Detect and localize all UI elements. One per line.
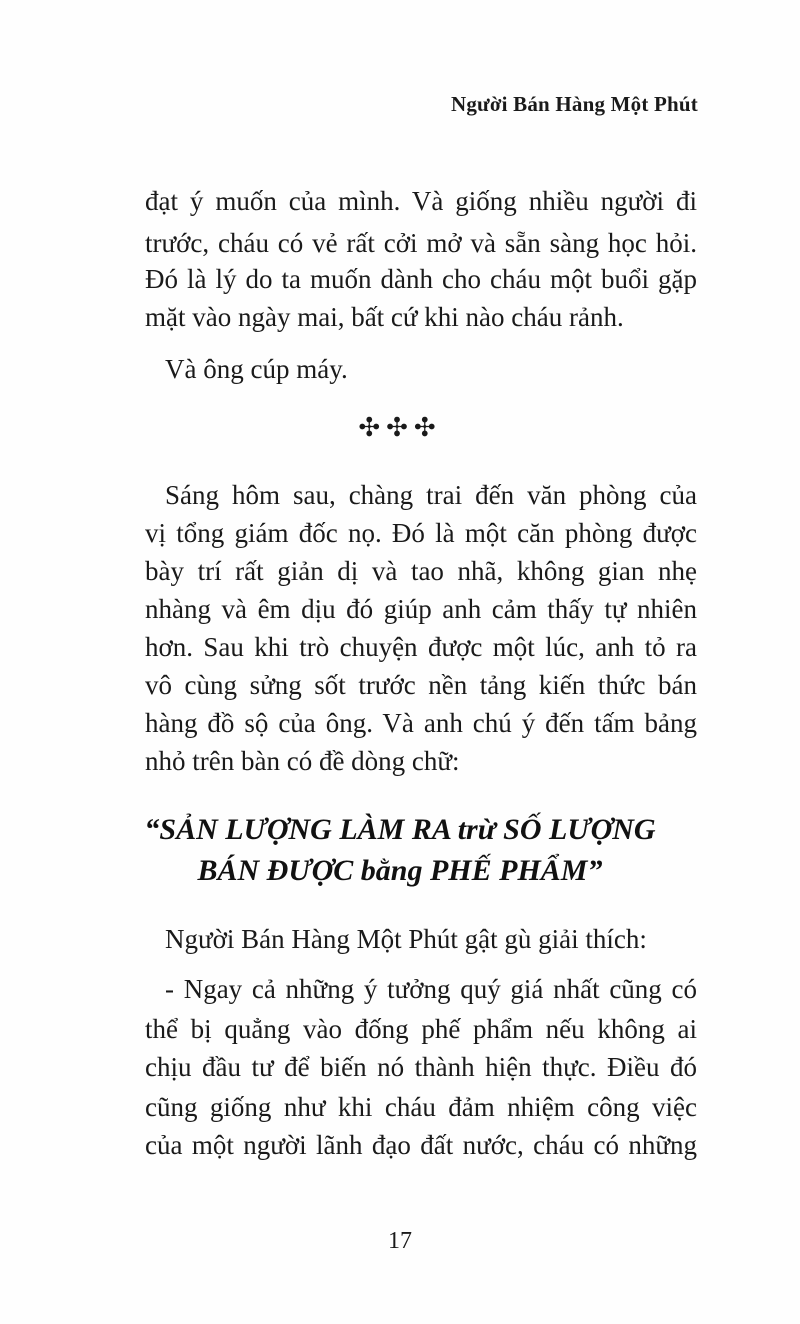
paragraph5-line-1: - Ngay cả những ý tưởng quý giá nhất cũng có <box>165 974 697 1004</box>
paragraph5-line-4: cũng giống như khi cháu đảm nhiệm công việc <box>145 1092 697 1122</box>
section-break-ornament: ✣✣✣ <box>358 413 442 442</box>
paragraph1-line-3: Đó là lý do ta muốn dành cho cháu một buổi gặp <box>145 264 697 294</box>
paragraph3-line-8: nhỏ trên bàn có đề dòng chữ: <box>145 746 460 776</box>
paragraph1-line-1: đạt ý muốn của mình. Và giống nhiều người đi <box>145 186 697 216</box>
quote-line-2: BÁN ĐƯỢC bằng PHẾ PHẨM” <box>197 854 603 887</box>
running-header: Người Bán Hàng Một Phút <box>450 92 698 116</box>
paragraph4-line-1: Người Bán Hàng Một Phút gật gù giải thích: <box>165 924 647 954</box>
paragraph5-line-2: thể bị quẳng vào đống phế phẩm nếu không ai <box>145 1014 697 1044</box>
paragraph5-line-3: chịu đầu tư để biến nó thành hiện thực. Điều đó <box>145 1052 697 1082</box>
paragraph3-line-6: vô cùng sửng sốt trước nền tảng kiến thức bán <box>145 670 697 700</box>
paragraph3-line-4: nhàng và êm dịu đó giúp anh cảm thấy tự nhiên <box>145 594 697 624</box>
quote-line-1: “SẢN LƯỢNG LÀM RA trừ SỐ LƯỢNG <box>144 813 656 846</box>
paragraph3-line-7: hàng đồ sộ của ông. Và anh chú ý đến tấm bảng <box>145 708 697 738</box>
paragraph1-line-4: mặt vào ngày mai, bất cứ khi nào cháu rảnh. <box>145 302 624 332</box>
paragraph5-line-5: của một người lãnh đạo đất nước, cháu có những <box>145 1130 697 1160</box>
paragraph3-line-2: vị tổng giám đốc nọ. Đó là một căn phòng được <box>145 518 697 548</box>
paragraph2-line-1: Và ông cúp máy. <box>165 354 348 384</box>
paragraph3-line-3: bày trí rất giản dị và tao nhã, không gian nhẹ <box>145 556 697 586</box>
paragraph3-line-5: hơn. Sau khi trò chuyện được một lúc, anh tỏ ra <box>145 632 697 662</box>
paragraph3-line-1: Sáng hôm sau, chàng trai đến văn phòng của <box>165 480 697 510</box>
paragraph1-line-2: trước, cháu có vẻ rất cởi mở và sẵn sàng học hỏi. <box>145 228 697 258</box>
page-number: 17 <box>388 1228 412 1254</box>
